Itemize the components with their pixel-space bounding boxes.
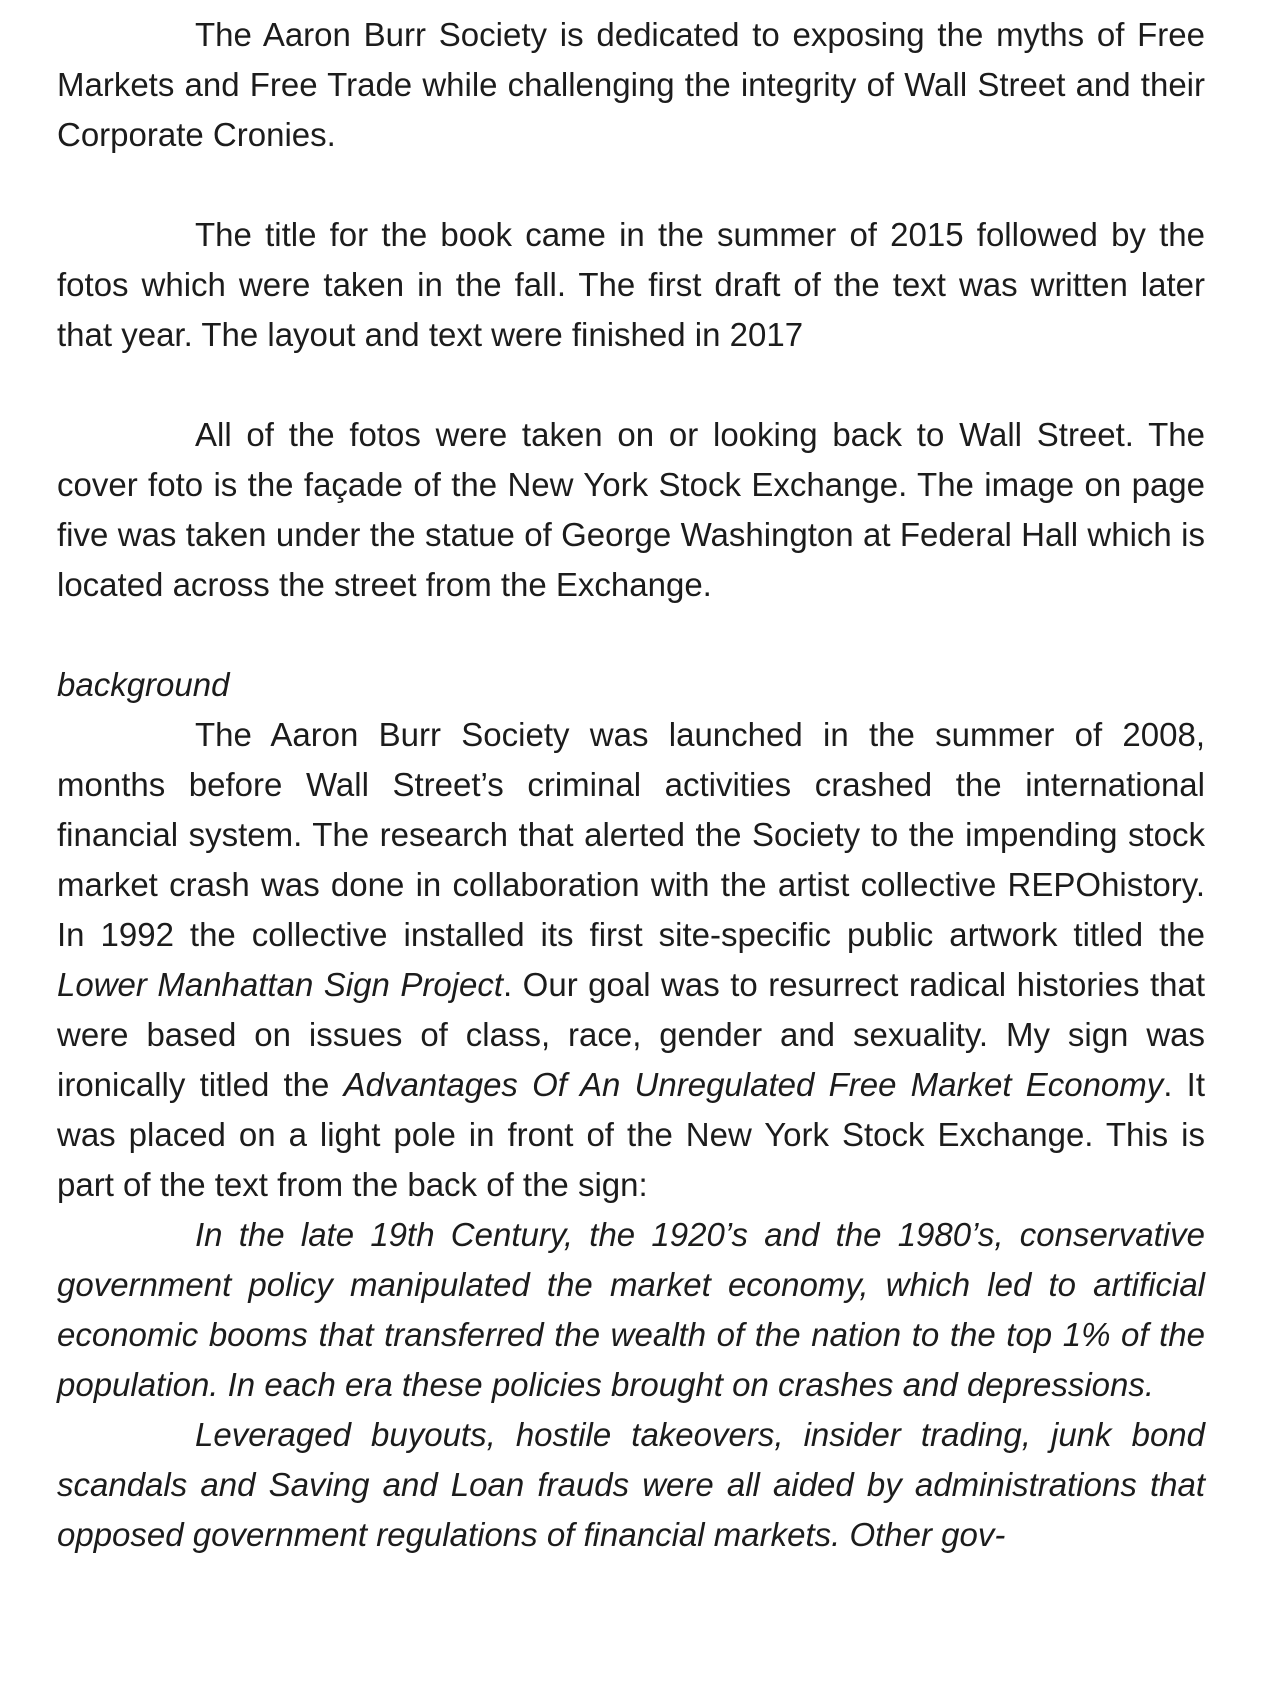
intro-paragraph-3: All of the fotos were taken on or looking back to Wall Street. The cover foto is the façade of the New York Stock Exchange. The image on page five was taken under the statue of George Washington at Federal Hall which is located across the street from the Exchange. bbox=[57, 416, 1205, 603]
intro-paragraph-1: The Aaron Burr Society is dedicated to exposing the myths of Free Markets and Free Trade while challenging the integrity of Wall Street and their Corporate Cronies. bbox=[57, 16, 1205, 153]
background-text-part-1: The Aaron Burr Society was launched in the summer of 2008, months before Wall Street’s criminal activities crashed the international financial system. The research that alerted the Society to the impending stock market crash was done in collaboration with the artist collective REPOhistory. In 1992 the collective installed its first site-specific public artwork titled the bbox=[57, 716, 1205, 953]
background-paragraph bbox=[57, 710, 1205, 1210]
paragraph-gap bbox=[57, 160, 1205, 210]
document-page bbox=[57, 10, 1205, 1560]
background-text-part-2: . Our goal was to resurrect radical histories that were based on issues of class, race, gender and sexuality. My sign was ironically titled the bbox=[57, 966, 1205, 1103]
paragraph-gap bbox=[57, 610, 1205, 660]
sign-project-title: Lower Manhattan Sign Project bbox=[57, 966, 504, 1003]
background-heading: background bbox=[57, 666, 230, 703]
sign-quote-paragraph-1: In the late 19th Century, the 1920’s and the 1980’s, conservative government policy manipulated the market economy, which led to artificial economic booms that transferred the wealth of the nation to the top 1% of the population. In each era these policies brought on crashes and depressions. bbox=[57, 1216, 1205, 1403]
sign-quote-paragraph-2: Leveraged buyouts, hostile takeovers, insider trading, junk bond scandals and Saving and Loan frauds were all aided by administrations that opposed government regulations of financial markets. Other gov- bbox=[57, 1416, 1205, 1553]
intro-paragraph-2: The title for the book came in the summer of 2015 followed by the fotos which were taken in the fall. The first draft of the text was written later that year. The layout and text were finished in 2017 bbox=[57, 216, 1205, 353]
paragraph-gap bbox=[57, 360, 1205, 410]
background-text-part-3: . It was placed on a light pole in front of the New York Stock Exchange. This is part of the text from the back of the sign: bbox=[57, 1066, 1206, 1203]
sign-title: Advantages Of An Unregulated Free Market Economy bbox=[343, 1066, 1164, 1103]
